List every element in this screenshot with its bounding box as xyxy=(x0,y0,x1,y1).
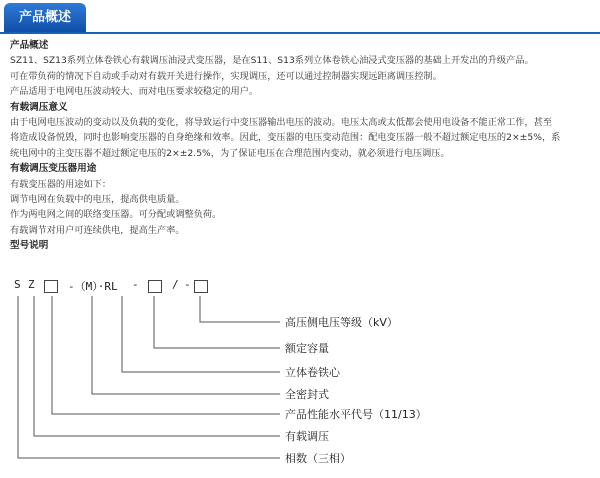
leader-voltage xyxy=(200,296,280,322)
label-wound-core: 立体卷铁心 xyxy=(285,366,340,379)
tab-product-overview[interactable]: 产品概述 xyxy=(4,3,86,32)
section-title-meaning: 有载调压意义 xyxy=(10,101,68,113)
text-line: 作为两电网之间的联络变压器。可分配或调整负荷。 xyxy=(10,209,222,221)
text-line: SZ11、SZ13系列立体卷铁心有载调压油浸式变压器，是在S11、S13系列立体卷铁心油浸式变压器的基础上开发出的升级产品。 xyxy=(10,55,534,67)
label-onload-tap: 有载调压 xyxy=(285,430,329,443)
label-phase-count: 相数（三相） xyxy=(285,452,351,465)
text-line: 统电网中的主变压器不超过额定电压的2×±2.5%，为了保证电压在合理范围内变动，就必须进行电压调压。 xyxy=(10,147,450,159)
leader-performance xyxy=(52,296,280,414)
section-title-use: 有载调压变压器用途 xyxy=(10,163,97,175)
text-line: 由于电网电压波动的变动以及负载的变化，将导致运行中变压器输出电压的波动。电压太高或太低都会使用电设备不能正常工作，甚至 xyxy=(10,117,553,129)
text-line: 调节电网在负载中的电压，提高供电质量。 xyxy=(10,194,185,206)
text-line: 产品适用于电网电压波动较大、而对电压要求较稳定的用户。 xyxy=(10,86,259,98)
section-title-model: 型号说明 xyxy=(10,240,49,252)
leader-phase xyxy=(18,296,280,458)
model-token-dash-2: - xyxy=(184,278,191,291)
text-line: 可在带负荷的情况下自动或手动对有载开关进行操作，实现调压，还可以通过控制器实现远距离调压控制。 xyxy=(10,70,442,82)
model-token-m-rl: -（M）·RL xyxy=(68,280,118,293)
model-token-slash: / xyxy=(172,278,179,291)
model-token-s: S xyxy=(14,278,21,291)
model-token-z: Z xyxy=(28,278,35,291)
leader-sealed xyxy=(92,296,280,394)
text-line: 有载调节对用户可连续供电，提高生产率。 xyxy=(10,224,185,236)
text-line: 将造成设备悦毁，同时也影响变压器的自身绝缘和效率。因此，变压器的电压变动范围：配电变压器一般不超过额定电压的2×±5%，系 xyxy=(10,132,561,144)
section-title-overview: 产品概述 xyxy=(10,40,49,51)
label-rated-capacity: 额定容量 xyxy=(285,342,329,355)
label-performance-code: 产品性能水平代号（11/13） xyxy=(285,408,427,421)
label-voltage-level: 高压侧电压等级（kV） xyxy=(285,316,398,329)
leader-core xyxy=(122,296,280,372)
leader-onload xyxy=(34,296,280,436)
label-sealed: 全密封式 xyxy=(285,388,329,401)
text-line: 有载变压器的用途如下： xyxy=(10,178,112,190)
model-token-dash: - xyxy=(132,278,139,291)
